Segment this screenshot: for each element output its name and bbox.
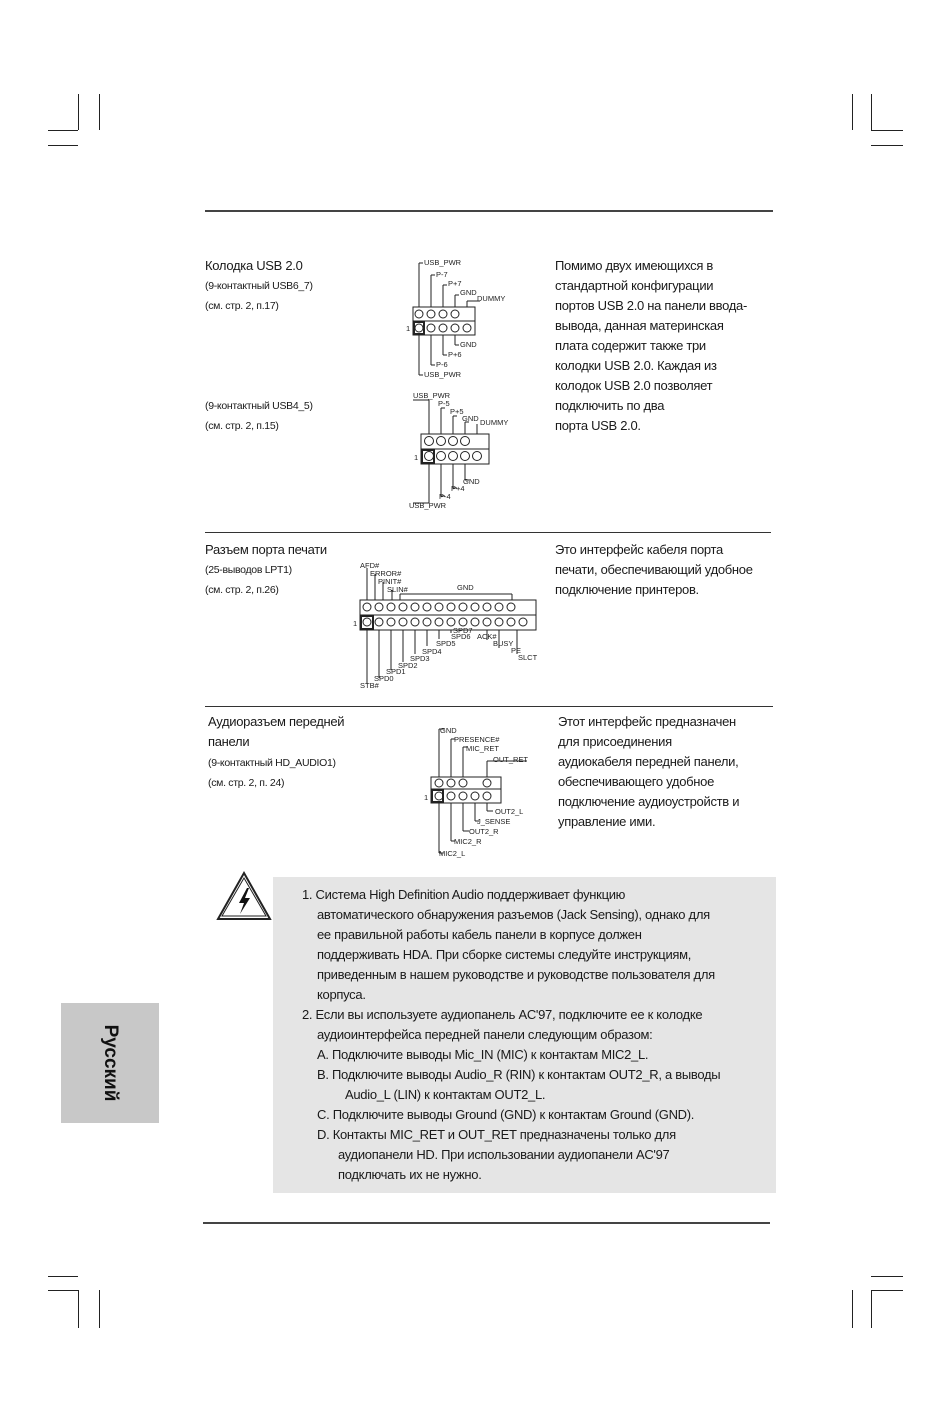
pin-label: SPD6 <box>451 632 471 641</box>
language-tab-label: Русский <box>100 1024 121 1102</box>
pin-label: USB_PWR <box>413 391 451 400</box>
pin-label: DUMMY <box>480 418 509 427</box>
note-item: поддерживать HDA. При сборке системы следуйте инструкциям, <box>317 947 692 962</box>
pin-label: P-7 <box>436 270 448 279</box>
audio-subtitle: (9-контактный HD_AUDIO1) <box>208 757 336 769</box>
note-item: аудиоинтерфейса передней панели следующим образом: <box>317 1027 653 1042</box>
note-item: 1. Система High Definition Audio поддерживает функцию <box>302 887 626 902</box>
audio-header-title: Аудиоразъем передней <box>208 714 345 729</box>
pin-1-marker: 1 <box>353 619 358 628</box>
crop-mark <box>871 145 903 146</box>
pin-label: USB_PWR <box>424 370 462 379</box>
pin-label: MIC2_R <box>454 837 482 846</box>
pin-label: MIC_RET <box>466 744 499 753</box>
note-item: автоматического обнаружения разъемов (Jack Sensing), однако для <box>317 907 710 922</box>
pin-label: GND <box>463 477 480 486</box>
usb-subtitle-1: (9-контактный USB6_7) <box>205 280 313 292</box>
note-item: D. Контакты MIC_RET и OUT_RET предназначены только для <box>317 1127 676 1142</box>
pin-label: P+5 <box>450 407 464 416</box>
crop-mark <box>871 1276 903 1277</box>
pin-label: ACK# <box>477 632 497 641</box>
audio-page-ref: (см. стр. 2, п. 24) <box>208 777 285 789</box>
lpt-header-title: Разъем порта печати <box>205 542 327 557</box>
crop-mark <box>852 1290 853 1328</box>
pin-label: SPD0 <box>374 674 394 683</box>
pin-label: AFD# <box>360 561 380 570</box>
usb-page-ref-2: (см. стр. 2, п.15) <box>205 420 279 432</box>
pin-label: GND <box>440 726 457 735</box>
pin-label: SLIN# <box>387 585 408 594</box>
note-item: приведенным в нашем руководстве и руководстве пользователя для <box>317 967 715 982</box>
pin-label: P+6 <box>448 350 462 359</box>
pin-label: STB# <box>360 681 379 690</box>
note-item: подключать их не нужно. <box>338 1167 482 1182</box>
pin-label: SPD3 <box>410 654 430 663</box>
warning-triangle-icon <box>215 870 273 922</box>
pin-label: P-5 <box>438 399 450 408</box>
lpt1-header-diagram <box>352 560 544 690</box>
pin-label: DUMMY <box>477 294 506 303</box>
pin-label: GND <box>460 340 477 349</box>
crop-mark <box>48 130 78 131</box>
pin-label: ERROR# <box>370 569 402 578</box>
crop-mark <box>48 1290 78 1291</box>
pin-label: OUT2_R <box>469 827 499 836</box>
pin-label: USB_PWR <box>409 501 447 510</box>
pin-1-marker: 1 <box>414 453 419 462</box>
pin-label: OUT_RET <box>493 755 529 764</box>
crop-mark <box>852 94 853 130</box>
pin-label: SPD2 <box>398 661 418 670</box>
note-item: 2. Если вы используете аудиопанель AC'97, подключите ее к колодке <box>302 1007 703 1022</box>
crop-mark <box>871 1290 903 1291</box>
usb-header-title: Колодка USB 2.0 <box>205 258 303 273</box>
crop-mark <box>78 94 79 130</box>
pin-1-marker: 1 <box>424 793 429 802</box>
section-divider <box>205 706 773 707</box>
lpt-subtitle: (25-выводов LPT1) <box>205 564 292 576</box>
pin-label: USB_PWR <box>424 258 462 267</box>
section-divider <box>205 532 771 533</box>
pin-label: J_SENSE <box>477 817 511 826</box>
pin-label: OUT2_L <box>495 807 524 816</box>
pin-label: SPD4 <box>422 647 442 656</box>
note-item: A. Подключите выводы Mic_IN (MIC) к контактам MIC2_L. <box>317 1047 649 1062</box>
lpt-page-ref: (см. стр. 2, п.26) <box>205 584 279 596</box>
pin-label: GND <box>460 288 477 297</box>
pin-label: SLCT <box>518 653 538 662</box>
note-item: C. Подключите выводы Ground (GND) к контактам Ground (GND). <box>317 1107 695 1122</box>
pin-label: P-6 <box>436 360 448 369</box>
crop-mark <box>99 94 100 130</box>
pin-label: P+4 <box>451 484 465 493</box>
note-item: аудиопанели HD. При использовании аудиопанели AC'97 <box>338 1147 670 1162</box>
crop-mark <box>99 1290 100 1328</box>
footer-rule <box>203 1222 770 1224</box>
crop-mark <box>78 1290 79 1328</box>
hd-audio-header-diagram <box>423 725 533 861</box>
pin-label: PINIT# <box>378 577 402 586</box>
crop-mark <box>871 1290 872 1328</box>
usb-subtitle-2: (9-контактный USB4_5) <box>205 400 313 412</box>
note-item: Audio_L (LIN) к контактам OUT2_L. <box>345 1087 546 1102</box>
usb6-7-header-diagram <box>405 255 515 380</box>
pin-label: PE <box>511 646 522 655</box>
pin-label: PRESENCE# <box>454 735 500 744</box>
usb-page-ref-1: (см. стр. 2, п.17) <box>205 300 279 312</box>
note-item: ее правильной работы кабель панели в корпусе должен <box>317 927 642 942</box>
pin-label: SPD7 <box>453 626 473 635</box>
note-item: корпуса. <box>317 987 366 1002</box>
pin-label: BUSY <box>493 639 514 648</box>
usb-description: Помимо двух имеющихся в стандартной конфигурации портов USB 2.0 на панели ввода- вывода, данная материнская плата содержит также три колодки USB 2.0. Каждая из колодок USB 2.0 позволяет подключить по два порта USB 2.0. <box>555 258 747 433</box>
header-rule <box>205 210 773 212</box>
lpt-description: Это интерфейс кабеля порта печати, обеспечивающий удобное подключение принтеров. <box>555 542 753 597</box>
audio-description: Этот интерфейс предназначен для присоединения аудиокабеля передней панели, обеспечивающего удобное подключение аудиоустройств и управление ими. <box>558 714 740 829</box>
usb4-5-header-diagram <box>405 390 515 512</box>
pin-label: P+7 <box>448 279 462 288</box>
pin-label: SPD5 <box>436 639 456 648</box>
pin-label: P-4 <box>439 492 451 501</box>
pin-label: SPD1 <box>386 667 406 676</box>
pin-label: GND <box>462 414 479 423</box>
pin-label: GND <box>457 583 474 592</box>
crop-mark <box>48 145 78 146</box>
audio-header-title-cont: панели <box>208 734 250 749</box>
crop-mark <box>871 94 872 130</box>
note-item: B. Подключите выводы Audio_R (RIN) к контактам OUT2_R, а выводы <box>317 1067 721 1082</box>
pin-label: MIC2_L <box>439 849 466 858</box>
crop-mark <box>871 130 903 131</box>
pin-1-marker: 1 <box>406 324 411 333</box>
crop-mark <box>48 1276 78 1277</box>
